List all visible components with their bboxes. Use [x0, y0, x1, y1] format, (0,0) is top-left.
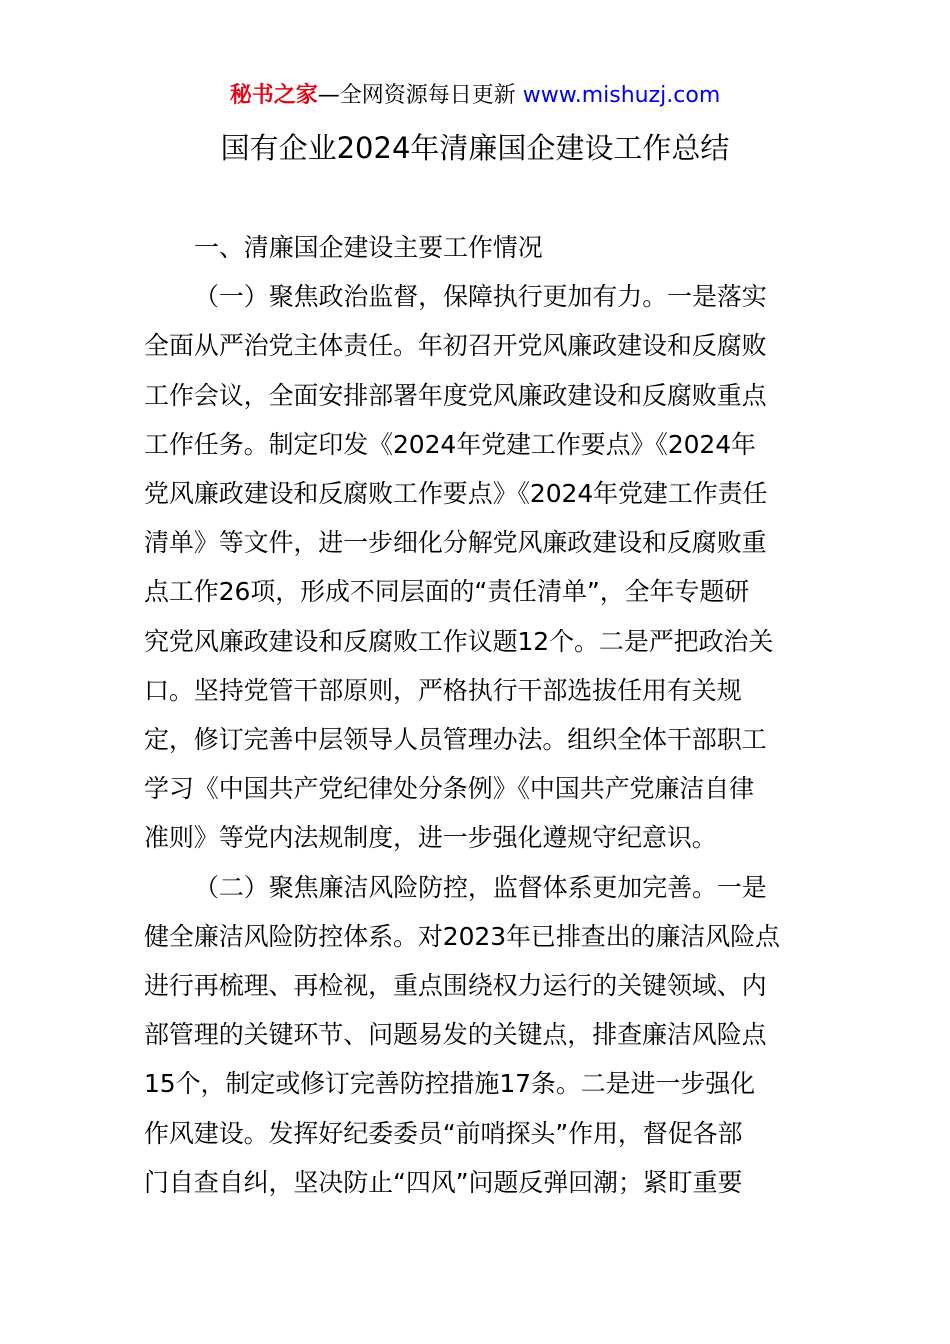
document-body — [144, 223, 812, 1207]
paragraph-line: 部管理的关键环节、问题易发的关键点，排查廉洁风险点 — [144, 1020, 767, 1050]
paragraph-line: 进行再梳理、再检视，重点围绕权力运行的关键领域、内 — [144, 971, 767, 1001]
paragraph-line: （二）聚焦廉洁风险防控，监督体系更加完善。一是 — [194, 872, 767, 902]
paragraph-line: 究党风廉政建设和反腐败工作议题12个。二是严把政治关 — [144, 626, 774, 656]
paragraph-line: 工作会议，全面安排部署年度党风廉政建设和反腐败重点 — [144, 380, 767, 410]
header-tagline: —全网资源每日更新 — [317, 83, 523, 108]
paragraph-2 — [144, 863, 812, 1207]
paragraph-line: 工作任务。制定印发《2024年党建工作要点》《2024年 — [144, 429, 756, 459]
paragraph-line: 定，修订完善中层领导人员管理办法。组织全体干部职工 — [144, 725, 767, 755]
paragraph-line: 口。坚持党管干部原则，严格执行干部选拔任用有关规 — [144, 675, 742, 705]
paragraph-line: 全面从严治党主体责任。年初召开党风廉政建设和反腐败 — [144, 331, 767, 361]
paragraph-line: 点工作26项，形成不同层面的“责任清单”，全年专题研 — [144, 577, 750, 607]
paragraph-line: 健全廉洁风险防控体系。对2023年已排查出的廉洁风险点 — [144, 921, 780, 951]
paragraph-line: 准则》等党内法规制度，进一步强化遵规守纪意识。 — [144, 823, 717, 853]
section-heading — [144, 223, 812, 272]
paragraph-line: （一）聚焦政治监督，保障执行更加有力。一是落实 — [194, 282, 767, 312]
paragraph-1 — [144, 272, 812, 862]
site-url-link[interactable]: www.mishuzj.com — [522, 83, 721, 108]
brand-name: 秘书之家 — [229, 83, 318, 108]
paragraph-line: 学习《中国共产党纪律处分条例》《中国共产党廉洁自律 — [144, 774, 755, 804]
document-title: 国有企业2024年清廉国企建设工作总结 — [220, 131, 730, 165]
site-header — [0, 79, 950, 113]
heading-line: 一、清廉国企建设主要工作情况 — [194, 233, 543, 262]
paragraph-line: 清单》等文件，进一步细化分解党风廉政建设和反腐败重 — [144, 528, 767, 558]
paragraph-line: 门自查自纠，坚决防止“四风”问题反弹回潮；紧盯重要 — [144, 1167, 743, 1197]
paragraph-line: 党风廉政建设和反腐败工作要点》《2024年党建工作责任 — [144, 479, 768, 509]
paragraph-line: 15个，制定或修订完善防控措施17条。二是进一步强化 — [144, 1069, 756, 1099]
paragraph-line: 作风建设。发挥好纪委委员“前哨探头”作用，督促各部 — [144, 1118, 743, 1148]
